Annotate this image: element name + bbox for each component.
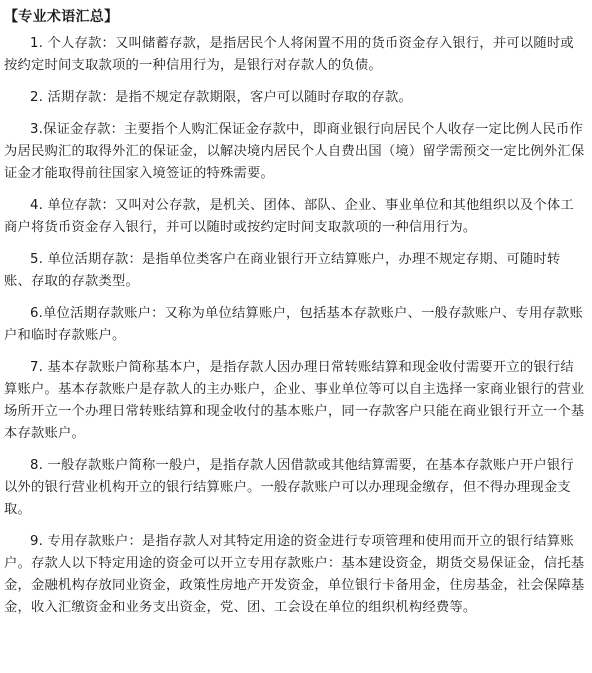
term-text: 单位存款：又叫对公存款，是机关、团体、部队、企业、事业单位和其他组织以及个体工商户将货币资金存入银行，并可以随时或按约定时间支取款项的一种信用行为。 <box>4 198 574 235</box>
term-text: 一般存款账户简称一般户，是指存款人因借款或其他结算需要，在基本存款账户开户银行以外的银行营业机构开立的银行结算账户。一般存款账户可以办理现金缴存，但不得办理现金支取。 <box>4 458 574 517</box>
term-item-7 <box>4 357 586 445</box>
term-number: 3. <box>30 122 44 137</box>
term-number: 2. <box>30 90 44 105</box>
term-number: 6. <box>30 306 44 321</box>
term-item-6 <box>4 303 586 347</box>
term-number: 4. <box>30 198 44 213</box>
term-number: 7. <box>30 360 44 375</box>
term-text: 单位活期存款账户：又称为单位结算账户，包括基本存款账户、一般存款账户、专用存款账户和临时存款账户。 <box>4 306 583 343</box>
term-item-5 <box>4 249 586 293</box>
term-text: 专用存款账户：是指存款人对其特定用途的资金进行专项管理和使用而开立的银行结算账户。存款人以下特定用途的资金可以开立专用存款账户：基本建设资金，期货交易保证金，信托基金，金融机构存放同业资金，政策性房地产开发资金，单位银行卡备用金，住房基金，社会保障基金，收入汇缴资金和业务支出资金，党、团、工会设在单位的组织机构经费等。 <box>4 534 585 615</box>
term-item-2 <box>4 87 586 109</box>
term-item-3 <box>4 119 586 185</box>
term-text: 保证金存款：主要指个人购汇保证金存款中，即商业银行向居民个人收存一定比例人民币作为居民购汇的取得外汇的保证金，以解决境内居民个人自费出国（境）留学需预交一定比例外汇保证金才能取得前往国家入境签证的特殊需要。 <box>4 122 585 181</box>
term-number: 5. <box>30 252 44 267</box>
term-number: 1. <box>30 36 44 51</box>
term-number: 8. <box>30 458 44 473</box>
term-text: 单位活期存款：是指单位类客户在商业银行开立结算账户，办理不规定存期、可随时转账、存取的存款类型。 <box>4 252 561 289</box>
term-number: 9. <box>30 534 44 549</box>
term-text: 个人存款：又叫储蓄存款，是指居民个人将闲置不用的货币资金存入银行，并可以随时或按约定时间支取款项的一种信用行为，是银行对存款人的负债。 <box>4 36 574 73</box>
term-item-1 <box>4 33 586 77</box>
term-item-4 <box>4 195 586 239</box>
term-text: 活期存款：是指不规定存款期限，客户可以随时存取的存款。 <box>47 90 412 105</box>
term-item-8 <box>4 455 586 521</box>
section-title: 【专业术语汇总】 <box>4 9 119 25</box>
term-text: 基本存款账户简称基本户，是指存款人因办理日常转账结算和现金收付需要开立的银行结算账户。基本存款账户是存款人的主办账户，企业、事业单位等可以自主选择一家商业银行的营业场所开立一个办理日常转账结算和现金收付的基本账户，同一存款客户只能在商业银行开立一个基本存款账户。 <box>4 360 585 441</box>
term-item-9 <box>4 531 586 619</box>
